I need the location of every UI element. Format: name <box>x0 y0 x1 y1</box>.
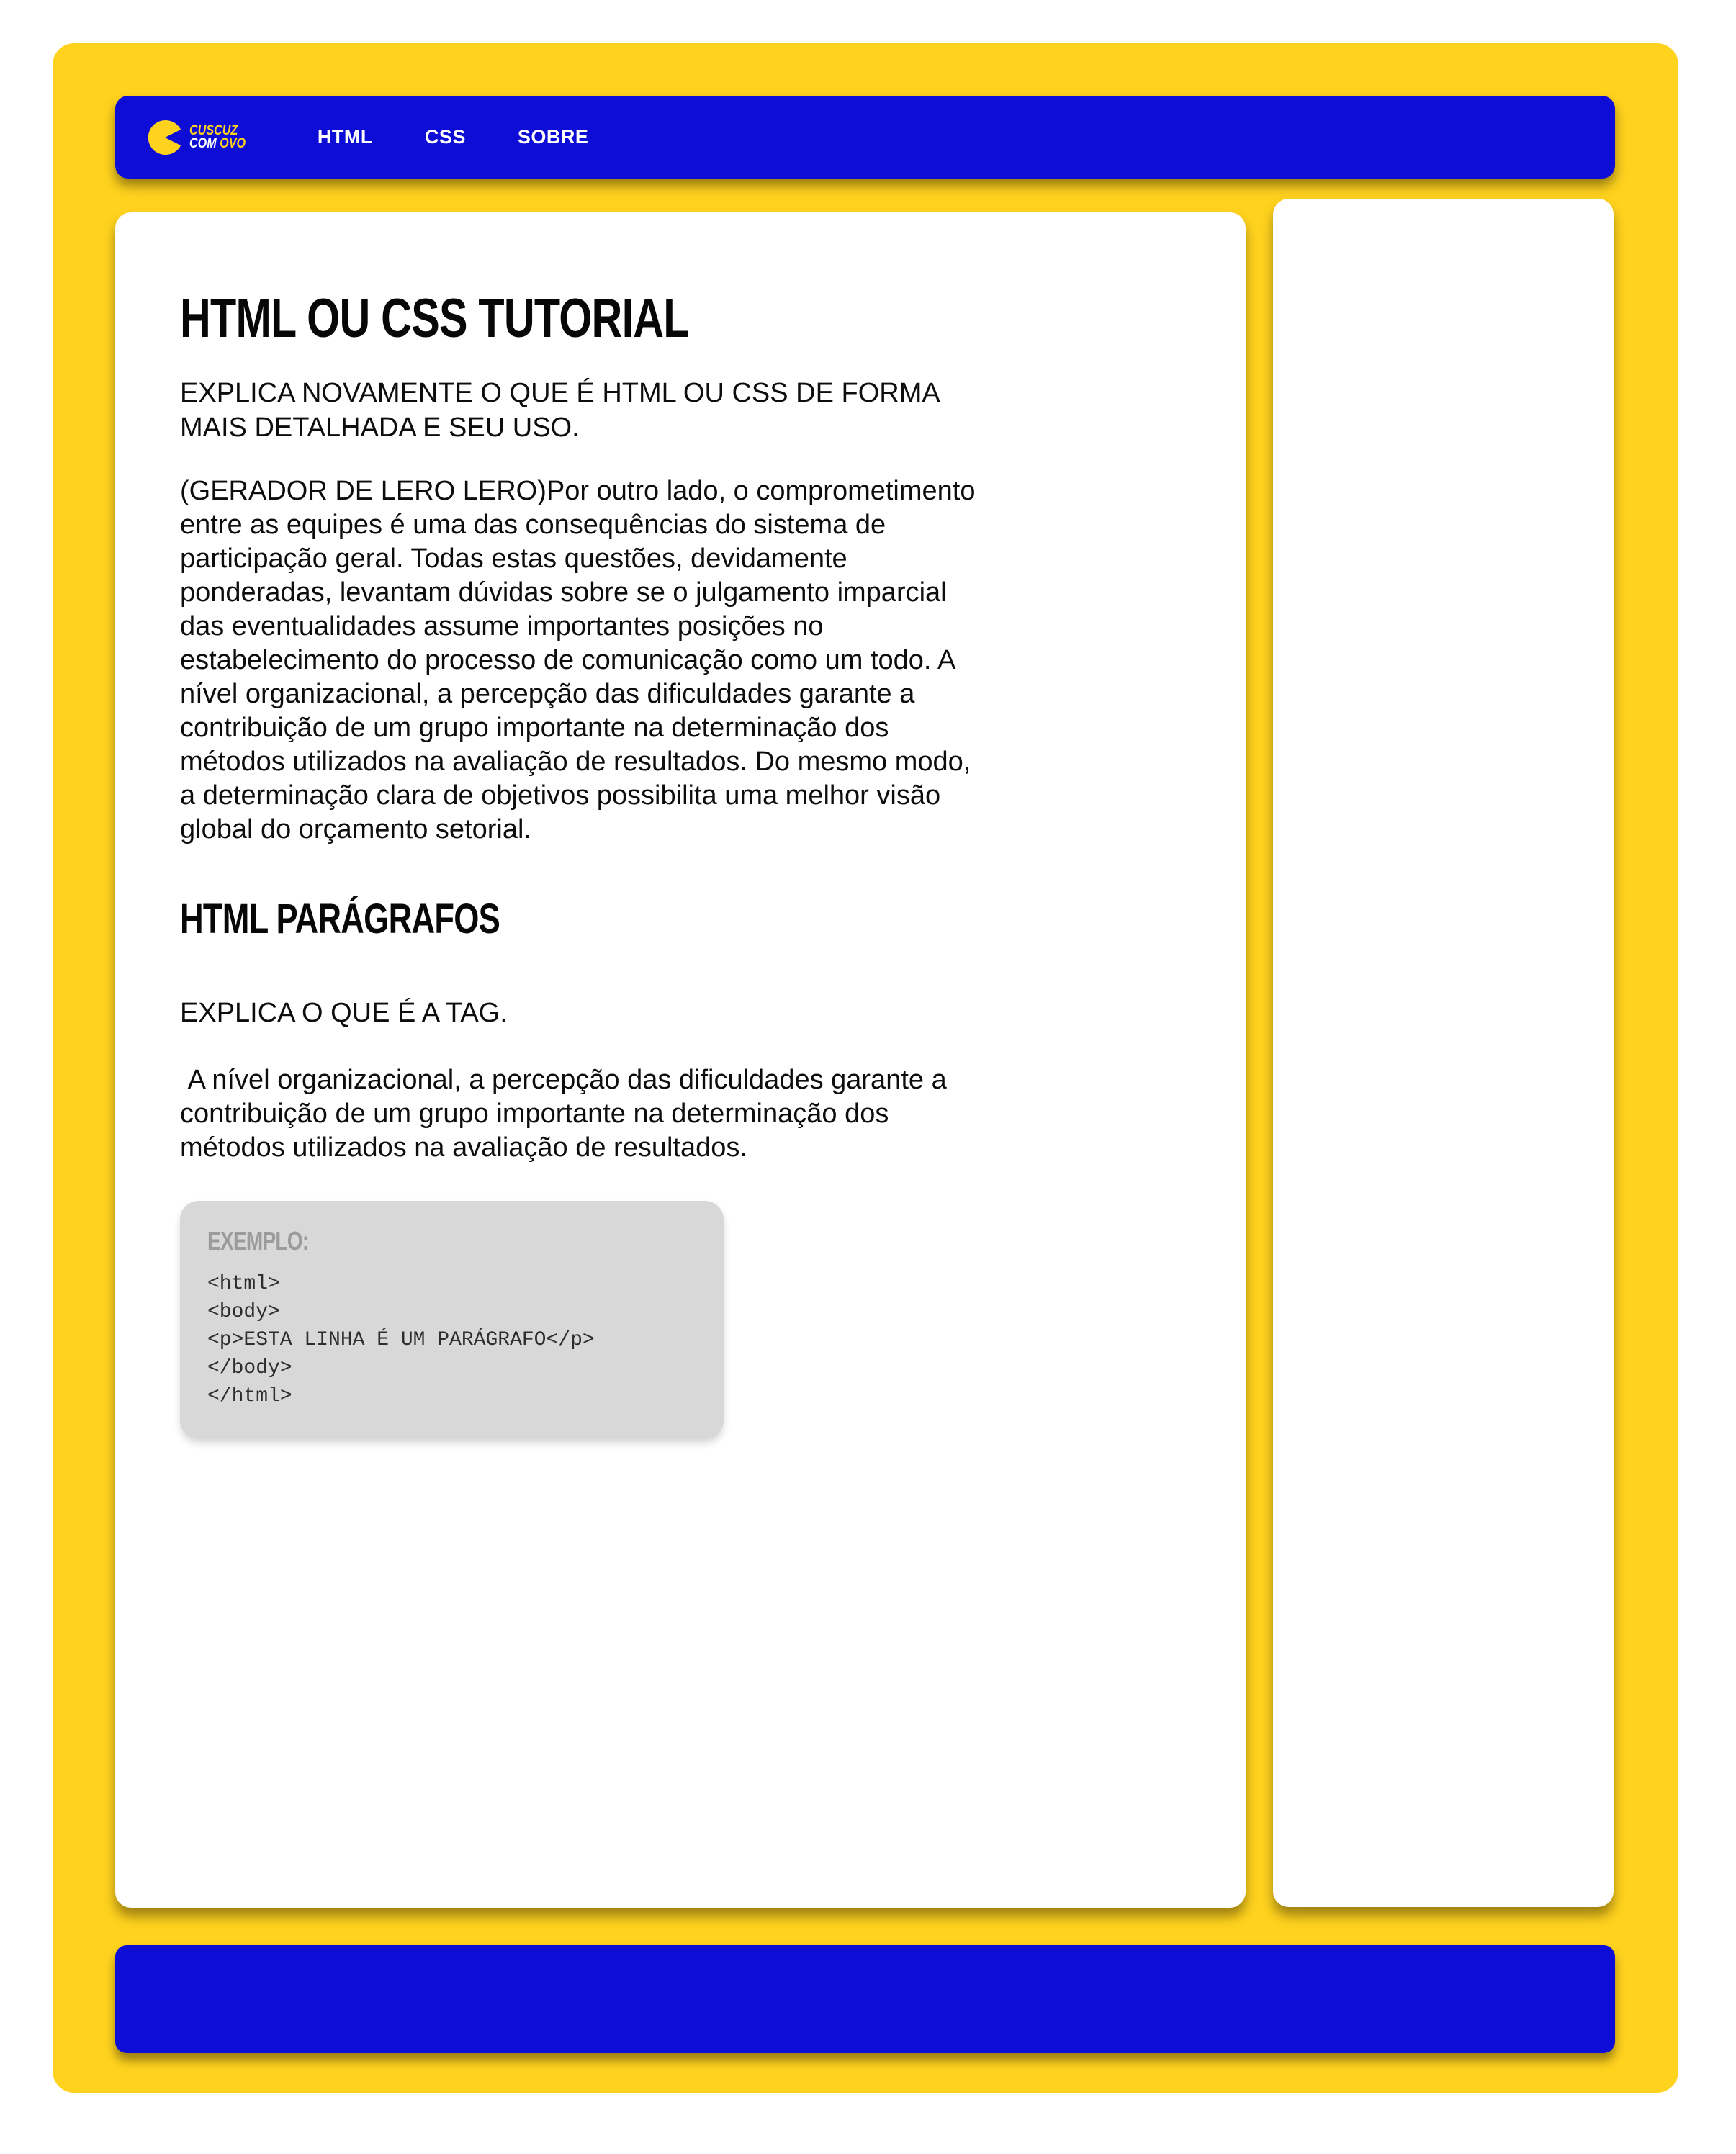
page-title: HTML OU CSS TUTORIAL <box>180 288 689 349</box>
code-line: <body> <box>207 1300 280 1323</box>
logo-line1: CUSCUZ <box>189 123 238 139</box>
code-line: <p>ESTA LINHA É UM PARÁGRAFO</p> <box>207 1328 595 1351</box>
nav-link-html[interactable]: HTML <box>317 126 373 148</box>
example-box <box>180 1201 724 1439</box>
code-line: </html> <box>207 1384 292 1407</box>
navbar <box>115 96 1615 179</box>
sidebar-card <box>1273 199 1614 1907</box>
code-line: <html> <box>207 1272 280 1295</box>
nav-link-css[interactable]: CSS <box>424 126 466 148</box>
footer-bar <box>115 1945 1615 2053</box>
logo[interactable] <box>148 120 256 155</box>
paragraph-nivel-organizacional: A nível organizacional, a percepção das dificuldades garante a contribuição de um grupo importante na determinação dos métodos utilizados na avaliação de resultados. <box>180 1064 955 1163</box>
main-content-card <box>115 212 1246 1908</box>
pacman-icon <box>148 120 182 155</box>
nav-links <box>318 126 589 148</box>
logo-line2: COM OVO <box>189 135 246 151</box>
intro-subtitle: EXPLICA NOVAMENTE O QUE É HTML OU CSS DE FORMA MAIS DETALHADA E SEU USO. <box>180 378 947 443</box>
example-label: EXEMPLO: <box>207 1225 309 1256</box>
section-title-html-paragrafos: HTML PARÁGRAFOS <box>180 895 500 942</box>
logo-text <box>189 125 246 150</box>
code-line: </body> <box>207 1356 292 1379</box>
page-background-frame <box>53 43 1678 2093</box>
paragraph-lero-lero: (GERADOR DE LERO LERO)Por outro lado, o comprometimento entre as equipes é uma das consequências do sistema de participação geral. Todas estas questões, devidamente ponderadas, levantam dúvidas sobre se o julgamento imparcial das eventualidades assume importantes posições no estabelecimento do processo de comunicação como um todo. A nível organizacional, a percepção das dificuldades garante a contribuição de um grupo importante na determinação dos métodos utilizados na avaliação de resultados. Do mesmo modo, a determinação clara de objetivos possibilita uma melhor visão global do orçamento setorial. <box>180 475 984 844</box>
section-subtitle-tag: EXPLICA O QUE É A TAG. <box>180 997 508 1028</box>
nav-link-sobre[interactable]: SOBRE <box>517 126 589 148</box>
example-code <box>207 1270 695 1410</box>
